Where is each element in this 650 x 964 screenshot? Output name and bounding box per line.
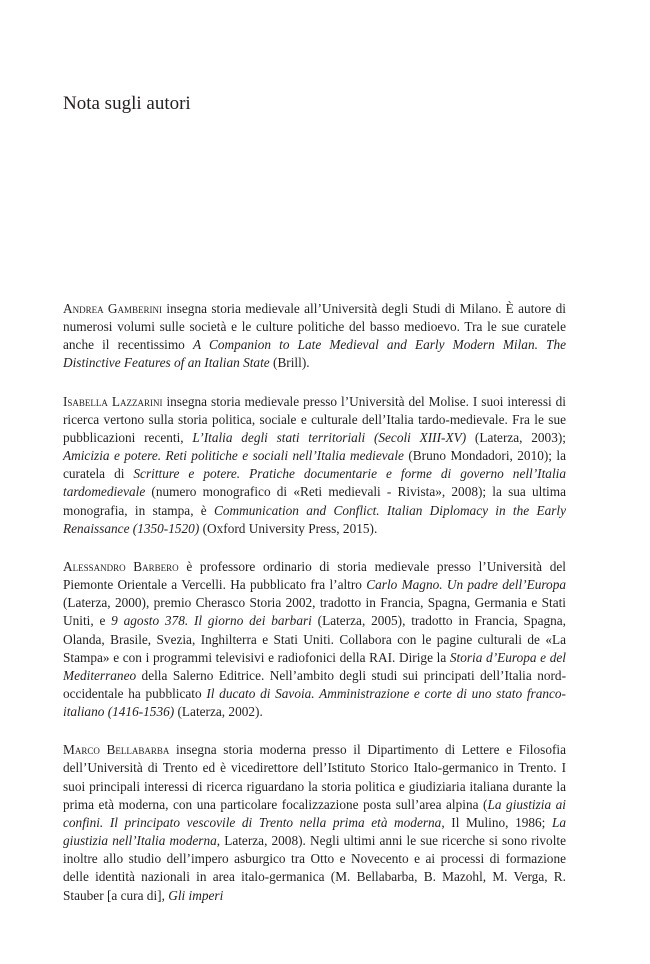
bio-text-run: insegna storia medievale all’Università degli Studi di Milano. È autore di numerosi volumi sulle società e le culture politiche del basso medioevo. Tra le sue curatele anche il recentissimo: [63, 301, 567, 353]
page-title: Nota sugli autori: [63, 93, 191, 114]
italic-title: Carlo Magno. Un padre dell’Europa: [366, 577, 566, 593]
italic-title: Scritture e potere. Pratiche documentarie e forme di governo nell’Italia tardomedievale: [63, 466, 566, 500]
bio-text-run: (Oxford University Press, 2015).: [199, 520, 378, 536]
author-bio: [63, 741, 566, 904]
bio-text-run: (Laterza, 2005), tradotto in Francia, Spagna, Olanda, Brasile, Svezia, Inghilterra e Stati Uniti. Collabora con le pagine culturali de «La Stampa» e con i programmi televisivi e radiofonici della RAI. Dirige la: [63, 613, 566, 665]
bio-text-run: insegna storia medievale presso l’Università del Molise. I suoi interessi di ricerca vertono sulla storia politica, sociale e culturale dell’Italia tardo-medievale. Fra le sue pubblicazioni recenti,: [63, 393, 566, 445]
author-name: Marco Bellabarba: [63, 742, 170, 758]
author-bio: [63, 558, 566, 721]
italic-title: La giustizia nell’Italia moderna: [63, 814, 566, 849]
italic-title: Amicizia e potere. Reti politiche e sociali nell’Italia medievale: [63, 448, 404, 464]
italic-title: 9 agosto 378. Il giorno dei barbari: [111, 613, 312, 629]
italic-title: La giustizia ai confini. Il principato vescovile di Trento nella prima età moderna: [63, 796, 566, 830]
bio-text-run: (Brill).: [269, 355, 310, 371]
bio-text-run: (numero monografico di «Reti medievali - Rivista», 2008); la sua ultima monografia, in stampa, è: [63, 484, 566, 518]
bio-text-run: (Laterza, 2000), premio Cherasco Storia 2002, tradotto in Francia, Spagna, Germania e Stati Uniti, e: [63, 595, 566, 629]
author-name: Andrea Gamberini: [63, 301, 163, 316]
italic-title: Storia d’Europa e del Mediterraneo: [63, 649, 566, 683]
bio-text-run: , Laterza, 2008). Negli ultimi anni le sue ricerche si sono rivolte inoltre allo studio dell’impero asburgico tra Otto e Novecento e ai processi di formazione delle identità nazionali in area italo-germanica (M. Bellabarba, B. Mazohl, M. Verga, R. Stauber [a cura di],: [63, 833, 566, 903]
bio-text-run: (Laterza, 2002).: [174, 704, 263, 720]
bio-text-run: insegna storia moderna presso il Dipartimento di Lettere e Filosofia dell’Università di Trento ed è vicedirettore dell’Istituto Storico Italo-germanico in Trento. I suoi principali interessi di ricerca riguardano la storia politica e giudiziaria italiana durante la prima età moderna, con una particolare focalizzazione posta sull’area alpina (: [63, 742, 566, 812]
bio-text-run: della Salerno Editrice. Nell’ambito degli studi sui principati dell’Italia nord-occidentale ha pubblicato: [63, 667, 566, 701]
author-bio: [63, 393, 566, 538]
italic-title: Communication and Conflict. Italian Diplomacy in the Early Renaissance (1350-1520): [63, 502, 566, 536]
italic-title: Il ducato di Savoia. Amministrazione e corte di uno stato franco-italiano (1416-1536): [63, 685, 566, 720]
bio-text-run: , Il Mulino, 1986;: [441, 814, 552, 830]
author-name: Alessandro Barbero: [63, 558, 179, 574]
italic-title: Gli imperi: [168, 887, 224, 903]
author-name: Isabella Lazzarini: [63, 393, 163, 409]
author-bio-text: [63, 394, 566, 536]
author-bio-text: [63, 559, 566, 719]
author-bio-text: [63, 742, 566, 902]
author-bio: [63, 300, 566, 373]
bio-text-run: è professore ordinario di storia medievale presso l’Università del Piemonte Orientale a Vercelli. Ha pubblicato fra l’altro: [63, 558, 567, 593]
bio-text-run: (Laterza, 2003);: [466, 429, 566, 445]
italic-title: L’Italia degli stati territoriali (Secoli XIII-XV): [192, 429, 467, 445]
author-bios: [63, 300, 566, 925]
italic-title: A Companion to Late Medieval and Early Modern Milan. The Distinctive Features of an Italian State: [63, 337, 566, 371]
bio-text-run: (Bruno Mondadori, 2010); la curatela di: [63, 448, 566, 482]
